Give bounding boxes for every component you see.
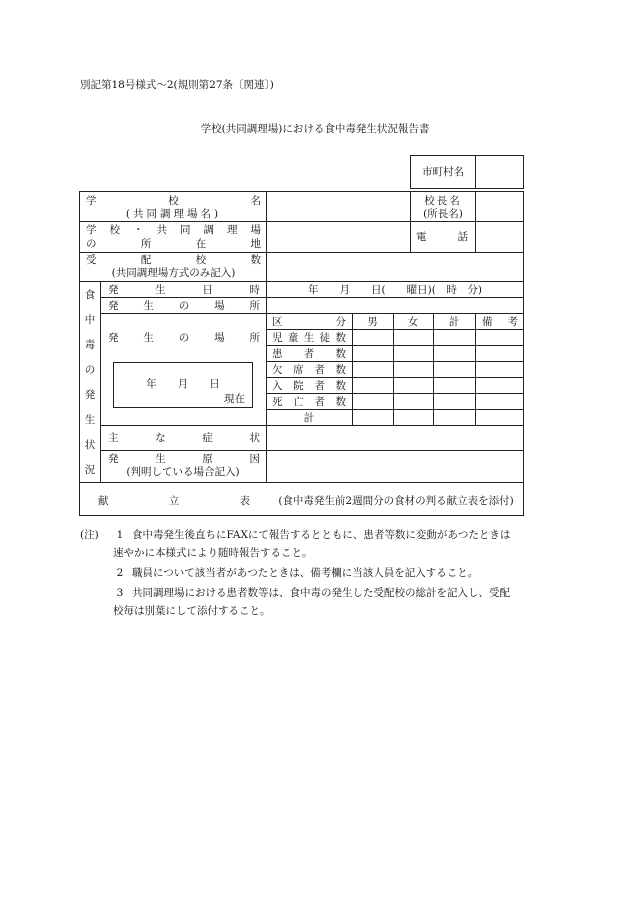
cause-label: 発 生 原 因: [108, 453, 260, 465]
note-2-number: 2: [116, 567, 124, 579]
note-3-line-1: 共同調理場における患者数等は、食中毒の発生した受配校の総計を記入し、受配: [132, 587, 510, 599]
row-absentees: 欠 席 者 数: [272, 364, 346, 376]
principal-field[interactable]: [477, 193, 522, 220]
row-total: 計: [303, 412, 315, 424]
school-name-label: 学 校 名: [86, 195, 261, 207]
school-name-field[interactable]: [268, 193, 408, 220]
symptoms-field[interactable]: [268, 427, 522, 449]
location-field[interactable]: [268, 223, 408, 251]
phone-field[interactable]: [477, 223, 522, 251]
datetime-value[interactable]: 年 月 日( 曜日)( 時 分): [308, 284, 482, 296]
note-1-line-1: 食中毒発生後直ちにFAXにて報告するとともに、患者等数に変動があつたときは: [132, 529, 511, 541]
kitchen-name-sublabel: (共同調理場名): [125, 208, 222, 220]
row-hospitalized: 入 院 者 数: [272, 380, 346, 392]
cause-sublabel: (判明している場合記入): [126, 466, 240, 478]
patients-header-female: 女: [407, 316, 419, 328]
place-field[interactable]: [268, 299, 522, 312]
notes-prefix: (注): [80, 529, 99, 541]
as-of-date-value[interactable]: 年 月 日: [146, 378, 220, 390]
note-3-number: 3: [116, 587, 124, 599]
patients-header-male: 男: [367, 316, 378, 328]
symptoms-label: 主 な 症 状: [108, 432, 260, 444]
patients-header-category: 区 分: [272, 316, 346, 328]
receiving-schools-sublabel: (共同調理場方式のみ記入): [111, 267, 236, 279]
receiving-schools-label: 受 配 校 数: [86, 254, 261, 266]
municipality-label: 市町村名: [422, 166, 464, 178]
principal-sublabel: (所長名): [423, 208, 463, 220]
patients-header-remarks: 備 考: [482, 316, 518, 328]
note-1-number: 1: [116, 529, 124, 541]
food-poisoning-side-label: 食 中 毒 の 発 生 状 況: [84, 289, 96, 476]
municipality-field[interactable]: [477, 157, 522, 187]
row-students: 児 童 生 徒 数: [272, 332, 346, 344]
location-label: 学 校 ・ 共 同 調 理 場: [86, 224, 261, 236]
place-label: 発 生 の 場 所: [108, 300, 260, 312]
form-title: 学校(共同調理場)における食中毒発生状況報告書: [200, 123, 430, 135]
row-deaths: 死 亡 者 数: [272, 396, 346, 408]
patients-header-total: 計: [448, 316, 460, 328]
note-3-line-2: 校毎は別葉にして添付すること。: [113, 605, 271, 617]
note-1-line-2: 速やかに本様式により随時報告すること。: [113, 547, 313, 559]
form-reference: 別記第18号様式～2(規則第27条〔関連〕): [80, 79, 274, 91]
menu-value: (食中毒発生前2週間分の食材の判る献立表を添付): [278, 495, 514, 507]
phone-label: 電 話: [416, 231, 468, 243]
row-patients: 患 者 数: [272, 348, 346, 360]
menu-label: 献 立 表: [98, 495, 250, 507]
datetime-label: 発 生 日 時: [108, 284, 260, 296]
cause-field[interactable]: [268, 452, 522, 481]
note-2-line-1: 職員について該当者があつたときは、備考欄に当該人員を記入すること。: [132, 567, 479, 579]
location-label-2: の 所 在 地: [86, 238, 261, 250]
receiving-schools-field[interactable]: [268, 254, 522, 280]
principal-label: 校長名: [424, 195, 462, 207]
as-of-suffix: 現在: [224, 393, 245, 405]
place-label-2: 発 生 の 場 所: [108, 332, 260, 344]
